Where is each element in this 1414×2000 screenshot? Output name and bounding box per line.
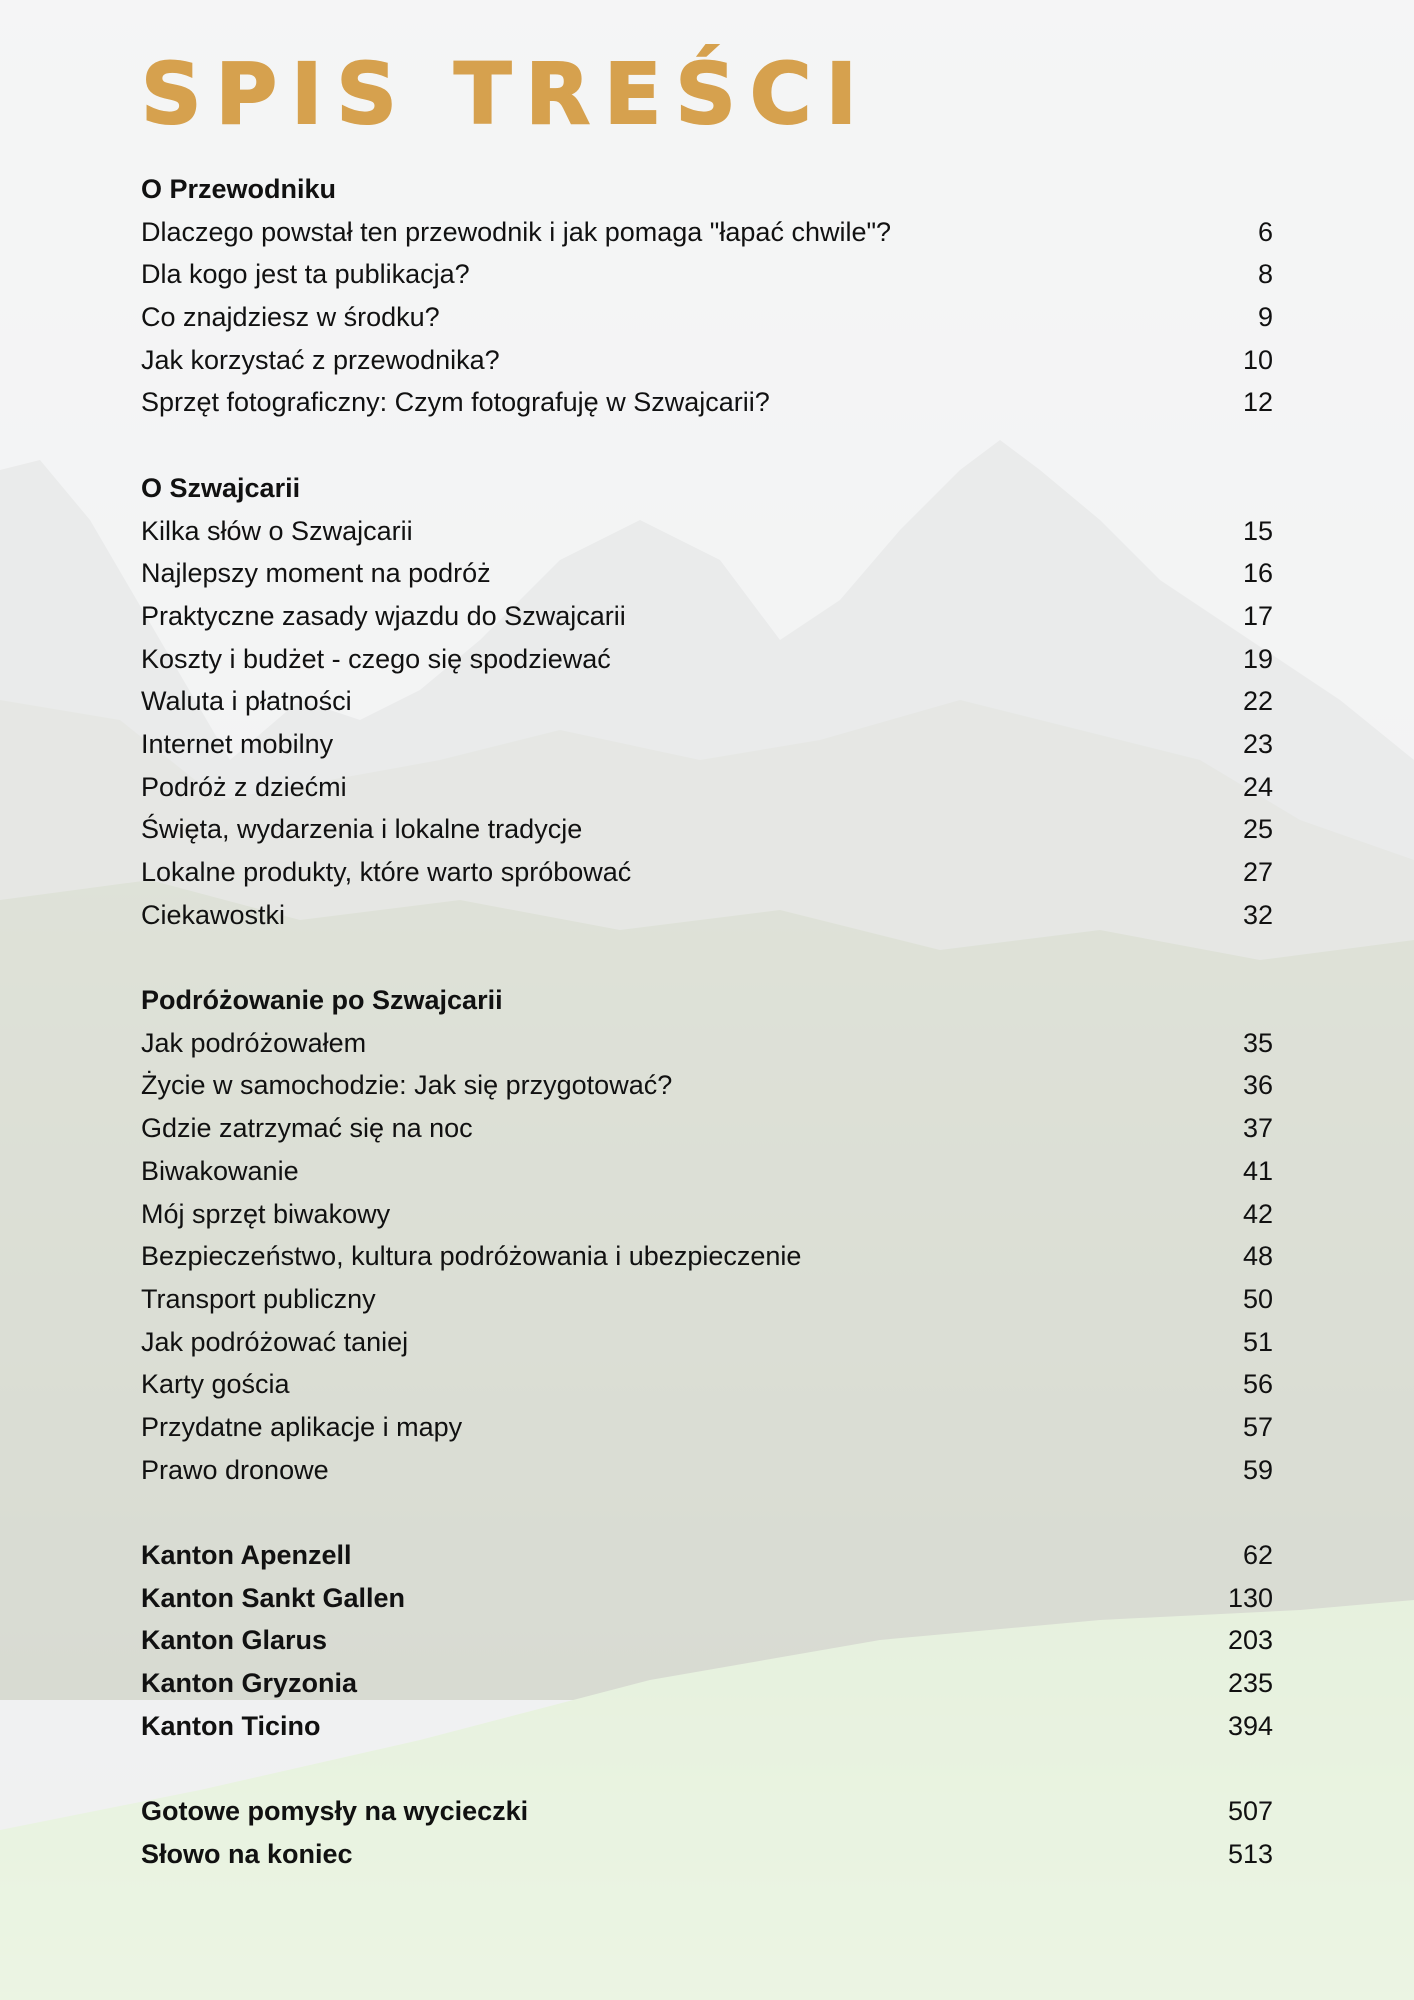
toc-entry-label: Dla kogo jest ta publikacja? xyxy=(141,259,470,290)
toc-entry-page: 6 xyxy=(1257,216,1273,247)
page-title: SPIS TREŚCI xyxy=(141,45,871,143)
toc-entry-page: 27 xyxy=(1242,857,1273,887)
toc-entry-label: Jak podróżowałem xyxy=(141,1027,367,1058)
toc-entry[interactable] xyxy=(141,723,1273,766)
toc-entry[interactable] xyxy=(141,680,1273,723)
toc-entry-label: Bezpieczeństwo, kultura podróżowania i ubezpieczenie xyxy=(141,1241,802,1272)
toc-entry-page: 10 xyxy=(1242,344,1273,375)
toc-entry-label: Życie w samochodzie: Jak się przygotować? xyxy=(141,1070,673,1101)
section-podrozowanie xyxy=(141,979,1273,1491)
toc-entry[interactable] xyxy=(141,1193,1273,1236)
toc-entry-page: 57 xyxy=(1242,1411,1273,1442)
toc-entry-label: Sprzęt fotograficzny: Czym fotografuję w Szwajcarii? xyxy=(141,387,770,418)
toc-entry-label: Podróż z dziećmi xyxy=(141,771,347,802)
section-heading: O Szwajcarii xyxy=(141,472,301,503)
toc-entry[interactable] xyxy=(141,211,1273,254)
section-heading: O Przewodniku xyxy=(141,174,337,204)
toc-entry-page: 22 xyxy=(1242,686,1273,717)
toc-entry[interactable] xyxy=(141,1064,1273,1107)
toc-entry-page: 130 xyxy=(1227,1582,1273,1613)
section-heading: Podróżowanie po Szwajcarii xyxy=(141,985,503,1016)
toc-entry-page: 36 xyxy=(1242,1070,1273,1101)
toc-entry-label: Najlepszy moment na podróż xyxy=(141,558,491,589)
toc-entry-label: Internet mobilny xyxy=(141,728,334,759)
toc-entry-label: Gdzie zatrzymać się na noc xyxy=(141,1113,473,1144)
toc-entry-page: 51 xyxy=(1242,1326,1273,1357)
toc-entry-canton[interactable] xyxy=(141,1705,1273,1748)
toc-entry-page: 56 xyxy=(1242,1369,1273,1400)
toc-entry-canton[interactable] xyxy=(141,1534,1273,1577)
toc-entry[interactable] xyxy=(141,894,1273,937)
toc-entry-label: Transport publiczny xyxy=(141,1283,376,1314)
toc-entry-label: Jak korzystać z przewodnika? xyxy=(141,344,500,375)
toc-entry[interactable] xyxy=(141,381,1273,424)
toc-entry-label: Kanton Glarus xyxy=(141,1625,328,1656)
toc-entry-page: 32 xyxy=(1242,899,1273,930)
toc-entry-label: Co znajdziesz w środku? xyxy=(141,302,440,333)
toc-entry[interactable] xyxy=(141,339,1273,382)
toc-entry-label: Waluta i płatności xyxy=(141,686,352,717)
toc-entry[interactable] xyxy=(141,510,1273,553)
toc-entry-label: Przydatne aplikacje i mapy xyxy=(141,1411,463,1442)
section-o-przewodniku xyxy=(141,168,1273,424)
section-kantony xyxy=(141,1534,1273,1747)
toc-entry-page: 50 xyxy=(1242,1283,1273,1314)
toc-entry[interactable] xyxy=(141,1278,1273,1321)
toc-entry[interactable] xyxy=(141,1107,1273,1150)
toc-entry[interactable] xyxy=(141,1235,1273,1278)
toc-entry[interactable] xyxy=(141,1022,1273,1065)
toc-entry-page: 35 xyxy=(1242,1027,1273,1058)
toc-entry-page: 59 xyxy=(1242,1454,1273,1485)
toc-entry-canton[interactable] xyxy=(141,1662,1273,1705)
toc-entry-label: Słowo na koniec xyxy=(141,1838,353,1869)
toc-entry[interactable] xyxy=(141,1150,1273,1193)
toc-entry-label: Praktyczne zasady wjazdu do Szwajcarii xyxy=(141,600,626,631)
toc-entry-page: 394 xyxy=(1227,1710,1273,1741)
toc-entry-label: Kanton Ticino xyxy=(141,1710,321,1741)
toc-entry[interactable] xyxy=(141,638,1273,681)
toc-entry[interactable] xyxy=(141,808,1273,851)
toc-entry-label: Kanton Sankt Gallen xyxy=(141,1582,406,1613)
toc-entry-page: 507 xyxy=(1227,1796,1273,1827)
toc-entry-label: Lokalne produkty, które warto spróbować xyxy=(141,857,632,887)
toc-entry-page: 12 xyxy=(1242,387,1273,418)
toc-entry-canton[interactable] xyxy=(141,1619,1273,1662)
toc-entry-page: 37 xyxy=(1242,1113,1273,1144)
toc-entry-page: 17 xyxy=(1242,600,1273,631)
toc-entry[interactable] xyxy=(141,851,1273,894)
toc-entry-page: 203 xyxy=(1227,1625,1273,1656)
toc-entry-label: Prawo dronowe xyxy=(141,1454,329,1485)
section-o-szwajcarii xyxy=(141,467,1273,937)
toc-entry-page: 15 xyxy=(1242,515,1273,546)
toc-entry[interactable] xyxy=(141,595,1273,638)
table-of-contents xyxy=(141,45,1273,1918)
toc-entry-label: Mój sprzęt biwakowy xyxy=(141,1198,391,1229)
toc-entry-page: 8 xyxy=(1257,259,1273,290)
toc-entry-page: 62 xyxy=(1242,1540,1273,1570)
toc-entry-closing[interactable] xyxy=(141,1833,1273,1876)
toc-entry-label: Jak podróżować taniej xyxy=(141,1326,409,1357)
toc-entry[interactable] xyxy=(141,1321,1273,1364)
toc-entry[interactable] xyxy=(141,253,1273,296)
toc-entry-label: Święta, wydarzenia i lokalne tradycje xyxy=(141,814,583,845)
toc-entry-page: 48 xyxy=(1242,1241,1273,1272)
toc-entry-page: 25 xyxy=(1242,814,1273,845)
toc-entry-canton[interactable] xyxy=(141,1577,1273,1620)
toc-entry[interactable] xyxy=(141,552,1273,595)
toc-entry-closing[interactable] xyxy=(141,1790,1273,1833)
toc-entry-label: Kilka słów o Szwajcarii xyxy=(141,515,413,546)
section-zakonczenie xyxy=(141,1790,1273,1875)
toc-entry-page: 235 xyxy=(1227,1668,1273,1699)
toc-entry-page: 41 xyxy=(1242,1155,1273,1186)
toc-entry-page: 24 xyxy=(1242,771,1273,802)
toc-entry-page: 9 xyxy=(1257,302,1273,333)
toc-entry-page: 19 xyxy=(1242,643,1273,674)
toc-entry-label: Gotowe pomysły na wycieczki xyxy=(141,1796,529,1827)
toc-entry-label: Koszty i budżet - czego się spodziewać xyxy=(141,643,611,674)
toc-entry[interactable] xyxy=(141,766,1273,809)
toc-entry-label: Biwakowanie xyxy=(141,1155,299,1186)
toc-entry-label: Kanton Gryzonia xyxy=(141,1668,358,1699)
toc-entry-label: Dlaczego powstał ten przewodnik i jak pomaga "łapać chwile"? xyxy=(141,216,892,247)
toc-entry[interactable] xyxy=(141,1363,1273,1406)
toc-entry[interactable] xyxy=(141,1406,1273,1449)
toc-entry[interactable] xyxy=(141,296,1273,339)
toc-entry-page: 23 xyxy=(1242,728,1273,759)
toc-entry-page: 42 xyxy=(1242,1198,1273,1229)
toc-entry-label: Karty gościa xyxy=(141,1369,290,1400)
toc-entry-label: Ciekawostki xyxy=(141,899,286,930)
toc-entry[interactable] xyxy=(141,1449,1273,1492)
toc-entry-page: 513 xyxy=(1227,1838,1273,1869)
toc-entry-page: 16 xyxy=(1242,558,1273,589)
toc-entry-label: Kanton Apenzell xyxy=(141,1540,352,1570)
